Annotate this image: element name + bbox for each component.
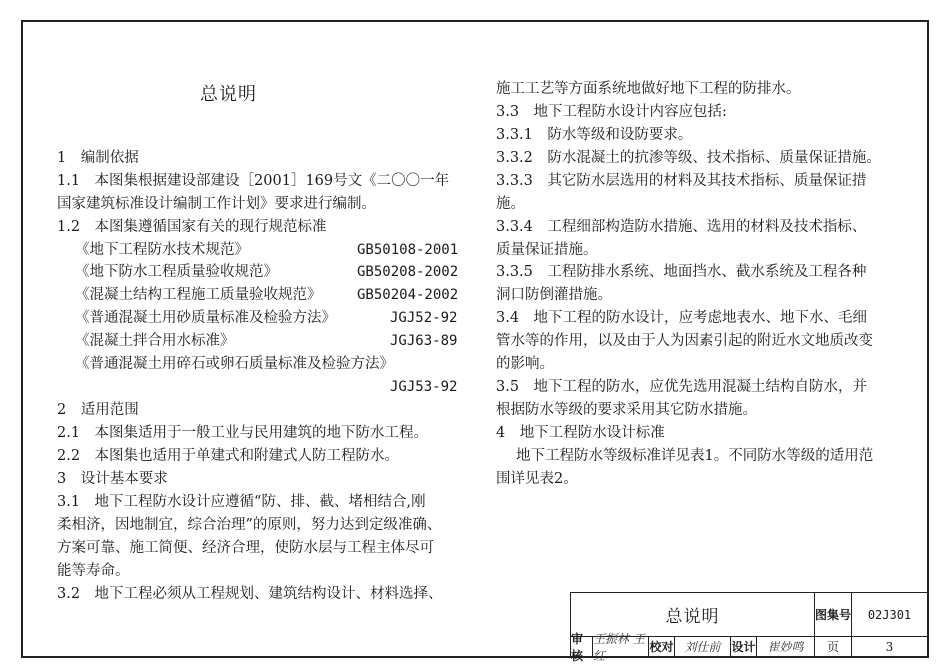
standard-code: JGJ63-89 — [390, 333, 458, 349]
section-1-heading: 1 编制依据 — [57, 150, 139, 166]
text-line: 2.1 本图集适用于一般工业与民用建筑的地下防水工程。 — [57, 425, 429, 441]
text-line: 3.3 地下工程防水设计内容应包括: — [496, 104, 727, 120]
text-line: 质量保证措施。 — [496, 242, 598, 258]
text-line: 1.1 本图集根据建设部建设［2001］169号文《二〇〇一年 — [57, 173, 450, 189]
text-line: 施工工艺等方面系统地做好地下工程的防排水。 — [496, 81, 801, 97]
text-line: 洞口防倒灌措施。 — [496, 287, 612, 303]
text-line: 3.5 地下工程的防水，应优先选用混凝土结构自防水，并 — [496, 379, 868, 395]
atlas-label: 图集号 — [815, 593, 852, 637]
text-line: 国家建筑标准设计编制工作计划》要求进行编制。 — [57, 196, 376, 212]
section-4-heading: 4 地下工程防水设计标准 — [496, 425, 665, 441]
text-line: 的影响。 — [496, 356, 554, 372]
atlas-number: 02J301 — [852, 593, 928, 637]
text-line: 3.3.5 工程防排水系统、地面挡水、截水系统及工程各种 — [496, 264, 867, 280]
standard-code: GB50108-2001 — [357, 242, 459, 258]
text-line: 根据防水等级的要求采用其它防水措施。 — [496, 402, 757, 418]
text-line: 地下工程防水等级标准详见表1。不同防水等级的适用范 — [516, 448, 874, 464]
text-line: 3.4 地下工程的防水设计，应考虑地表水、地下水、毛细 — [496, 310, 868, 326]
text-line: 3.2 地下工程必须从工程规划、建筑结构设计、材料选择、 — [57, 586, 443, 602]
text-line: 3.3.1 防水等级和设防要求。 — [496, 127, 693, 143]
standard-name: 《地下工程防水技术规范》 — [75, 242, 249, 258]
text-line: 能等寿命。 — [57, 563, 130, 579]
standard-name: 《普通混凝土用碎石或卵石质量标准及检验方法》 — [75, 356, 394, 372]
section-3-heading: 3 设计基本要求 — [57, 471, 168, 487]
review-label: 审核 — [571, 637, 593, 657]
text-line: 3.3.4 工程细部构造防水措施、选用的材料及技术指标、 — [496, 219, 867, 235]
check-label: 校对 — [649, 637, 675, 657]
design-label: 设计 — [731, 637, 757, 657]
check-signature: 刘仕前 — [675, 637, 731, 657]
standard-code: JGJ52-92 — [390, 310, 458, 326]
review-signature: 王振林 王红 — [593, 637, 649, 657]
standard-name: 《混凝土结构工程施工质量验收规范》 — [75, 287, 322, 303]
text-line: 管水等的作用，以及由于人为因素引起的附近水文地质改变 — [496, 333, 873, 349]
text-line: 3.1 地下工程防水设计应遵循“防、排、截、堵相结合,刚 — [57, 494, 426, 510]
standard-code: JGJ53-92 — [390, 379, 458, 395]
standard-code: GB50208-2002 — [357, 264, 459, 280]
design-signature: 崔妙鸣 — [757, 637, 815, 657]
text-line: 1.2 本图集遵循国家有关的现行规范标准 — [57, 219, 327, 235]
text-line: 方案可靠、施工简便、经济合理，使防水层与工程主体尽可 — [57, 540, 434, 556]
text-line: 3.3.2 防水混凝土的抗渗等级、技术指标、质量保证措施。 — [496, 150, 881, 166]
text-line: 围详见表2。 — [496, 471, 578, 487]
text-line: 施。 — [496, 196, 525, 212]
title-block — [570, 592, 929, 663]
standard-name: 《地下防水工程质量验收规范》 — [75, 264, 278, 280]
text-line: 3.3.3 其它防水层选用的材料及其技术指标、质量保证措 — [496, 173, 867, 189]
title-block-name: 总说明 — [571, 593, 815, 637]
standard-code: GB50204-2002 — [357, 287, 459, 303]
section-2-heading: 2 适用范围 — [57, 402, 139, 418]
page-label: 页 — [815, 637, 852, 657]
text-line: 2.2 本图集也适用于单建式和附建式人防工程防水。 — [57, 448, 400, 464]
standard-name: 《普通混凝土用砂质量标准及检验方法》 — [75, 310, 336, 326]
page-number: 3 — [852, 637, 928, 657]
page-title: 总说明 — [200, 84, 257, 105]
text-line: 柔相济，因地制宜，综合治理”的原则，努力达到定级准确、 — [57, 517, 442, 533]
standard-name: 《混凝土拌合用水标准》 — [75, 333, 235, 349]
